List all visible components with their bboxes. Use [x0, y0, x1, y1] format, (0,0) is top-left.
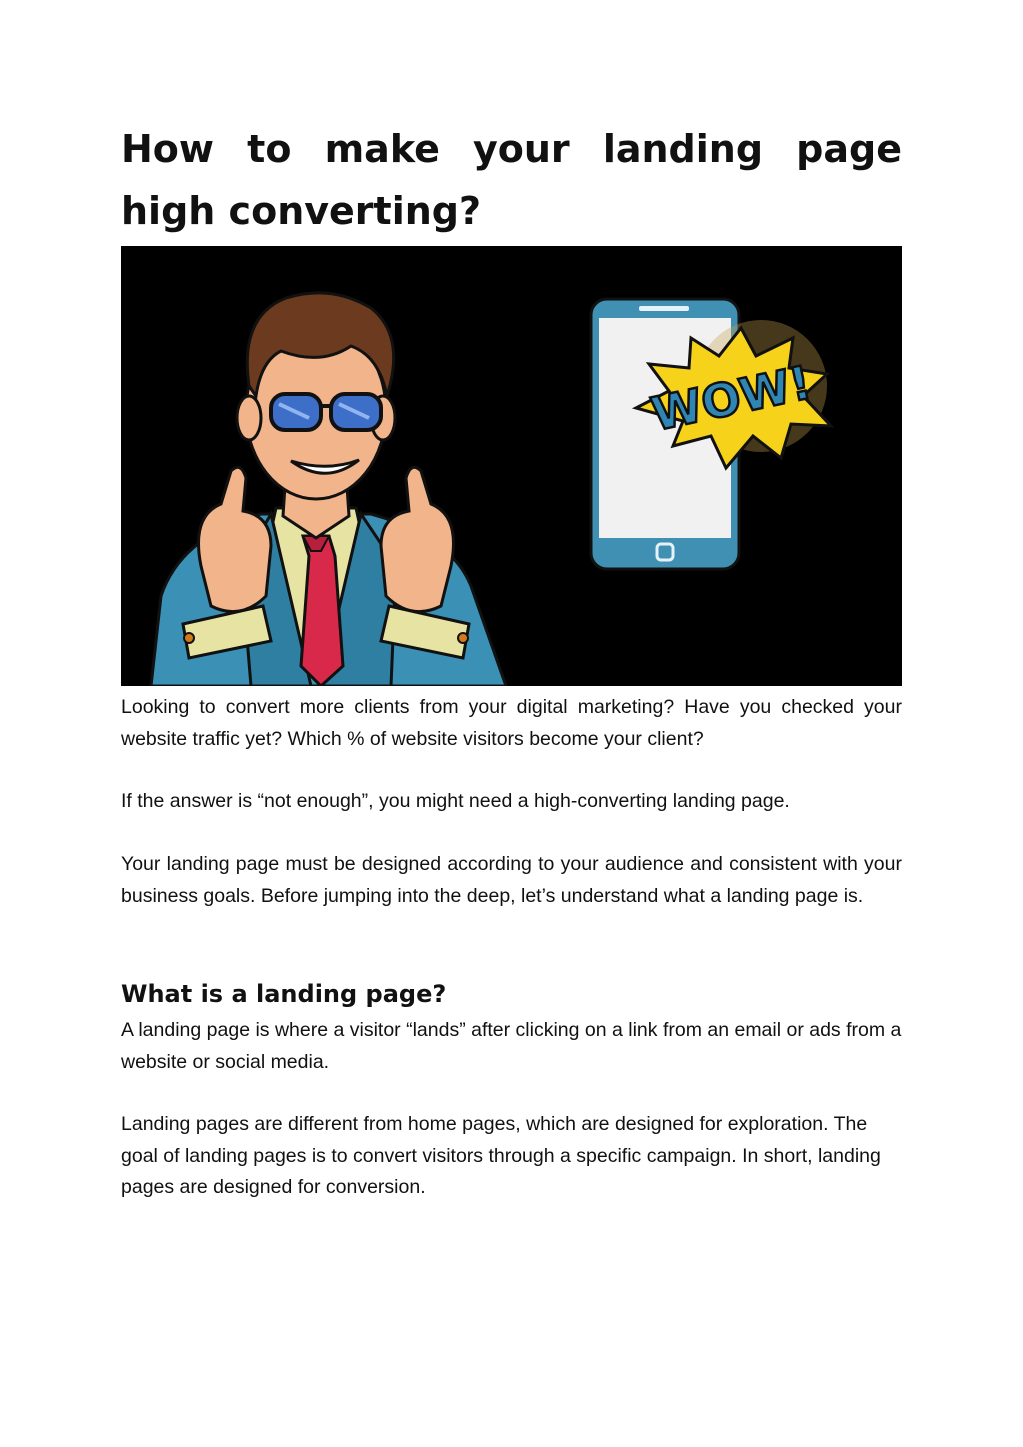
intro-paragraph-2: If the answer is “not enough”, you might need a high-converting landing page. [121, 790, 790, 812]
hero-illustration [121, 246, 902, 686]
section-paragraph-2: Landing pages are different from home pages, which are designed for exploration. The goal of landing pages is to convert visitors through a specific campaign. In short, landing pages are designed for conversion. [121, 1113, 881, 1198]
section-paragraph-1: A landing page is where a visitor “lands” after clicking on a link from an email or ads from a website or social media. [121, 1019, 902, 1073]
article-title: How to make your landing page high converting? [121, 127, 902, 233]
section-heading: What is a landing page? [121, 980, 447, 1008]
wow-text: WOW! [646, 354, 816, 442]
intro-paragraph-1: Looking to convert more clients from your digital marketing? Have you checked your website traffic yet? Which % of website visitors become your client? [121, 696, 902, 750]
intro-paragraph-3: Your landing page must be designed according to your audience and consistent with your business goals. Before jumping into the deep, let’s understand what a landing page is. [121, 853, 902, 907]
